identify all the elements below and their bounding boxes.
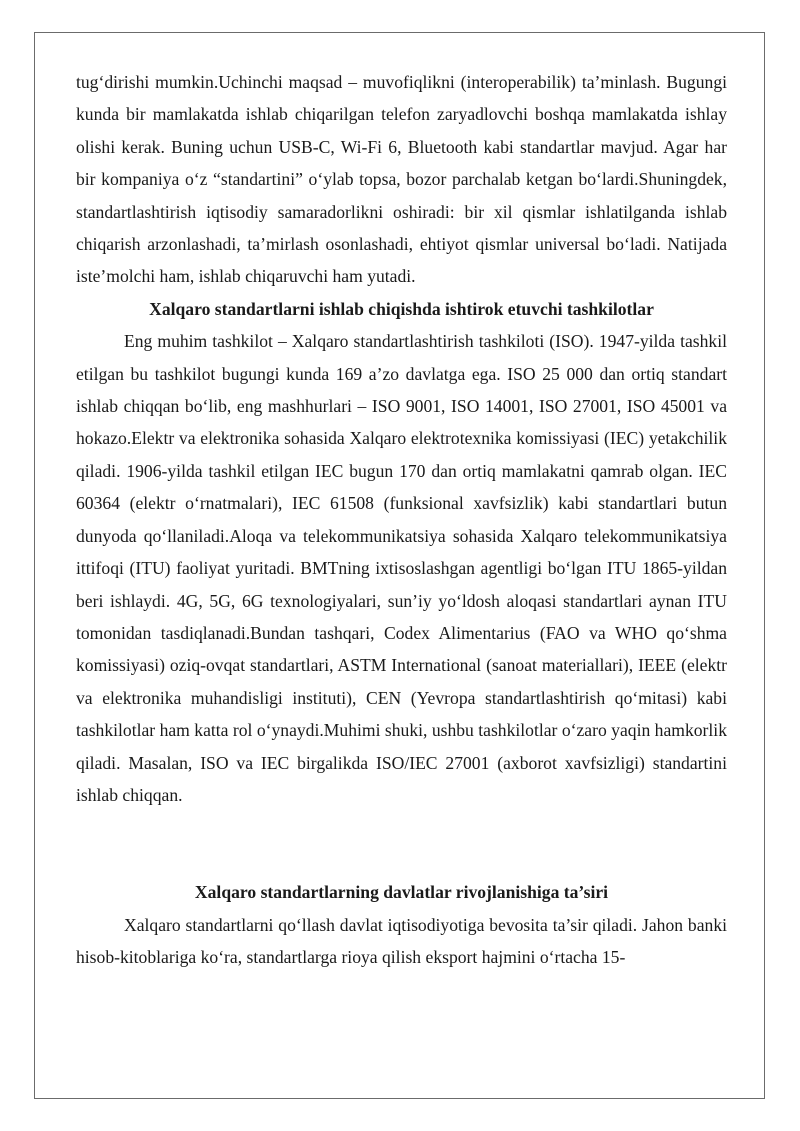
paragraph-impact: Xalqaro standartlarni qo‘llash davlat iqtisodiyotiga bevosita ta’sir qiladi. Jahon banki hisob-kitoblariga ko‘ra, standartlarga rioya qilish eksport hajmini o‘rtacha 15- — [76, 914, 727, 968]
document-body — [76, 66, 727, 974]
paragraph-interoperability: tug‘dirishi mumkin.Uchinchi maqsad – muvofiqlikni (interoperabilik) ta’minlash. Bugungi kunda bir mamlakatda ishlab chiqarilgan telefon zaryadlovchi boshqa mamlakatda ishlay olishi kerak. Buning uchun USB-C, Wi-Fi 6, Bluetooth kabi standartlar mavjud. Agar har bir kompaniya o‘z “standartini” o‘ylab topsa, bozor parchalab ketgan bo‘lardi.Shuningdek, standartlashtirish iqtisodiy samaradorlikni oshiradi: bir xil qismlar ishlatilganda ishlab chiqarish arzonlashadi, ta’mirlash osonlashadi, ehtiyot qismlar universal bo‘ladi. Natijada iste’molchi ham, ishlab chiqaruvchi ham yutadi. — [76, 72, 727, 287]
section-spacer — [76, 811, 727, 876]
heading-organizations: Xalqaro standartlarni ishlab chiqishda ishtirok etuvchi tashkilotlar — [149, 298, 654, 319]
heading-impact: Xalqaro standartlarning davlatlar rivojlanishiga ta’siri — [194, 882, 609, 903]
paragraph-organizations: Eng muhim tashkilot – Xalqaro standartlashtirish tashkiloti (ISO). 1947-yilda tashkil etilgan bu tashkilot bugungi kunda 169 a’zo davlatga ega. ISO 25 000 dan ortiq standart ishlab chiqqan bo‘lib, eng mashhurlari – ISO 9001, ISO 14001, ISO 27001, ISO 45001 va hokazo.Elektr va elektronika sohasida Xalqaro elektrotexnika komissiyasi (IEC) yetakchilik qiladi. 1906-yilda tashkil etilgan IEC bugun 170 dan ortiq mamlakatni qamrab olgan. IEC 60364 (elektr o‘rnatmalari), IEC 61508 (funksional xavfsizlik) kabi standartlari butun dunyoda qo‘llaniladi.Aloqa va telekommunikatsiya sohasida Xalqaro telekommunikatsiya ittifoqi (ITU) faoliyat yuritadi. BMTning ixtisoslashgan agentligi bo‘lgan ITU 1865-yildan beri ishlaydi. 4G, 5G, 6G texnologiyalari, sun’iy yo‘ldosh aloqasi standartlari aynan ITU tomonidan tasdiqlanadi.Bundan tashqari, Codex Alimentarius (FAO va WHO qo‘shma komissiyasi) oziq-ovqat standartlari, ASTM International (sanoat materiallari), IEEE (elektr va elektronika muhandisligi instituti), CEN (Yevropa standartlashtirish qo‘mitasi) kabi tashkilotlar ham katta rol o‘ynaydi.Muhimi shuki, ushbu tashkilotlar o‘zaro yaqin hamkorlik qiladi. Masalan, ISO va IEC birgalikda ISO/IEC 27001 (axborot xavfsizligi) standartini ishlab chiqqan. — [76, 331, 727, 805]
